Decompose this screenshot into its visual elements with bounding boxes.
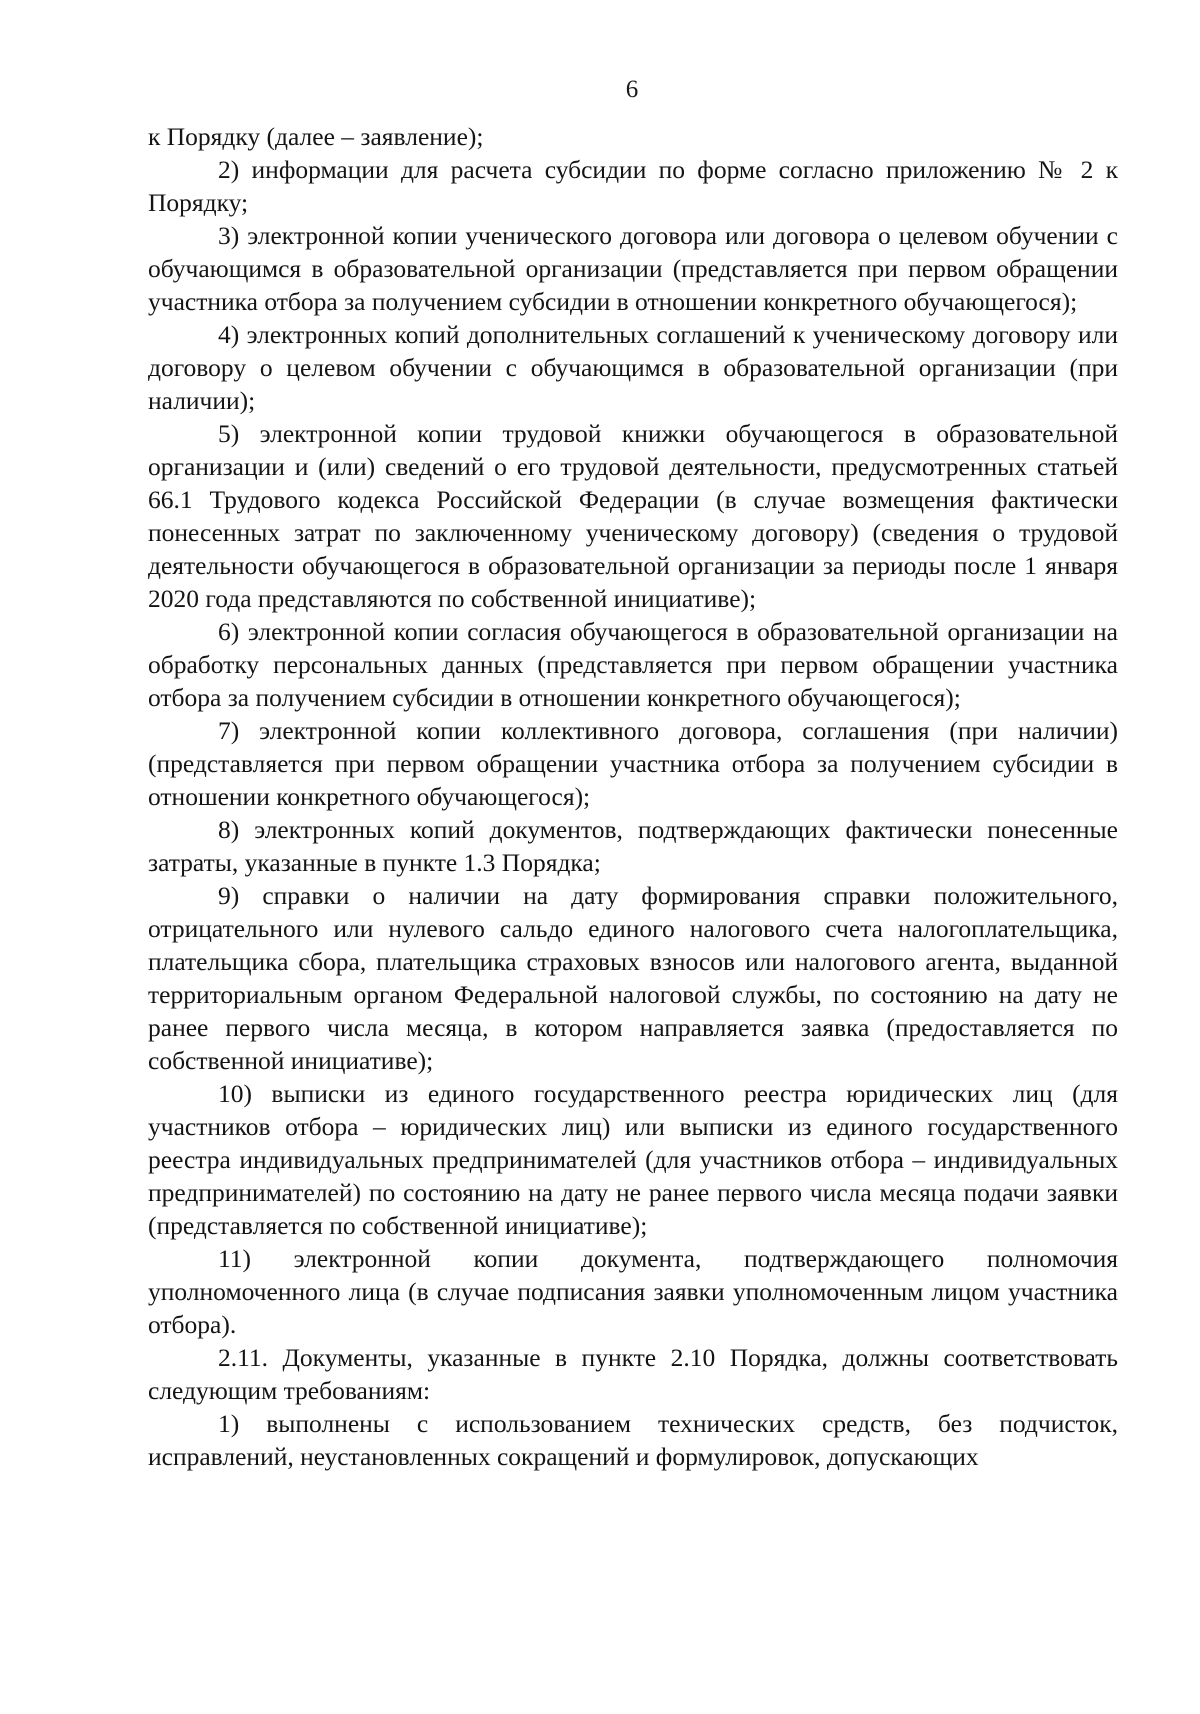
list-item-9: 9) справки о наличии на дату формирования справки положительного, отрицательного или нулевого сальдо единого налогового счета налогоплательщика, плательщика сбора, плательщика страховых взносов или налогового агента, выданной территориальным органом Федеральной налоговой службы, по состоянию на дату не ранее первого числа месяца, в котором направляется заявка (предоставляется по собственной инициативе); (148, 881, 1118, 1075)
requirement-item-1: 1) выполнены с использованием технических средств, без подчисток, исправлений, неустановленных сокращений и формулировок, допускающих (148, 1409, 1118, 1471)
list-item-6: 6) электронной копии согласия обучающегося в образовательной организации на обработку персональных данных (представляется при первом обращении участника отбора за получением субсидии в отношении конкретного обучающегося); (148, 617, 1118, 712)
page-number: 6 (625, 76, 639, 103)
list-item-3: 3) электронной копии ученического договора или договора о целевом обучении с обучающимся в образовательной организации (представляется при первом обращении участника отбора за получением субсидии в отношении конкретного обучающегося); (148, 221, 1118, 316)
paragraph-continuation: к Порядку (далее – заявление); (148, 122, 484, 151)
list-item-5: 5) электронной копии трудовой книжки обучающегося в образовательной организации и (или) сведений о его трудовой деятельности, предусмотренных статьей 66.1 Трудового кодекса Российской Федерации (в случае возмещения фактически понесенных затрат по заключенному ученическому договору) (сведения о трудовой деятельности обучающегося в образовательной организации за периоды после 1 января 2020 года представляются по собственной инициативе); (148, 419, 1118, 613)
list-item-4: 4) электронных копий дополнительных соглашений к ученическому договору или договору о целевом обучении с обучающимся в образовательной организации (при наличии); (148, 320, 1118, 415)
document-body (148, 120, 1118, 1473)
list-item-8: 8) электронных копий документов, подтверждающих фактически понесенные затраты, указанные в пункте 1.3 Порядка; (148, 815, 1118, 877)
list-item-11: 11) электронной копии документа, подтверждающего полномочия уполномоченного лица (в случае подписания заявки уполномоченным лицом участника отбора). (148, 1244, 1118, 1339)
list-item-7: 7) электронной копии коллективного договора, соглашения (при наличии) (представляется при первом обращении участника отбора за получением субсидии в отношении конкретного обучающегося); (148, 716, 1118, 811)
list-item-10: 10) выписки из единого государственного реестра юридических лиц (для участников отбора – юридических лиц) или выписки из единого государственного реестра индивидуальных предпринимателей (для участников отбора – индивидуальных предпринимателей) по состоянию на дату не ранее первого числа месяца подачи заявки (представляется по собственной инициативе); (148, 1079, 1118, 1240)
list-item-2: 2) информации для расчета субсидии по форме согласно приложению № 2 к Порядку; (148, 155, 1118, 217)
section-2-11: 2.11. Документы, указанные в пункте 2.10 Порядка, должны соответствовать следующим требованиям: (148, 1343, 1118, 1405)
